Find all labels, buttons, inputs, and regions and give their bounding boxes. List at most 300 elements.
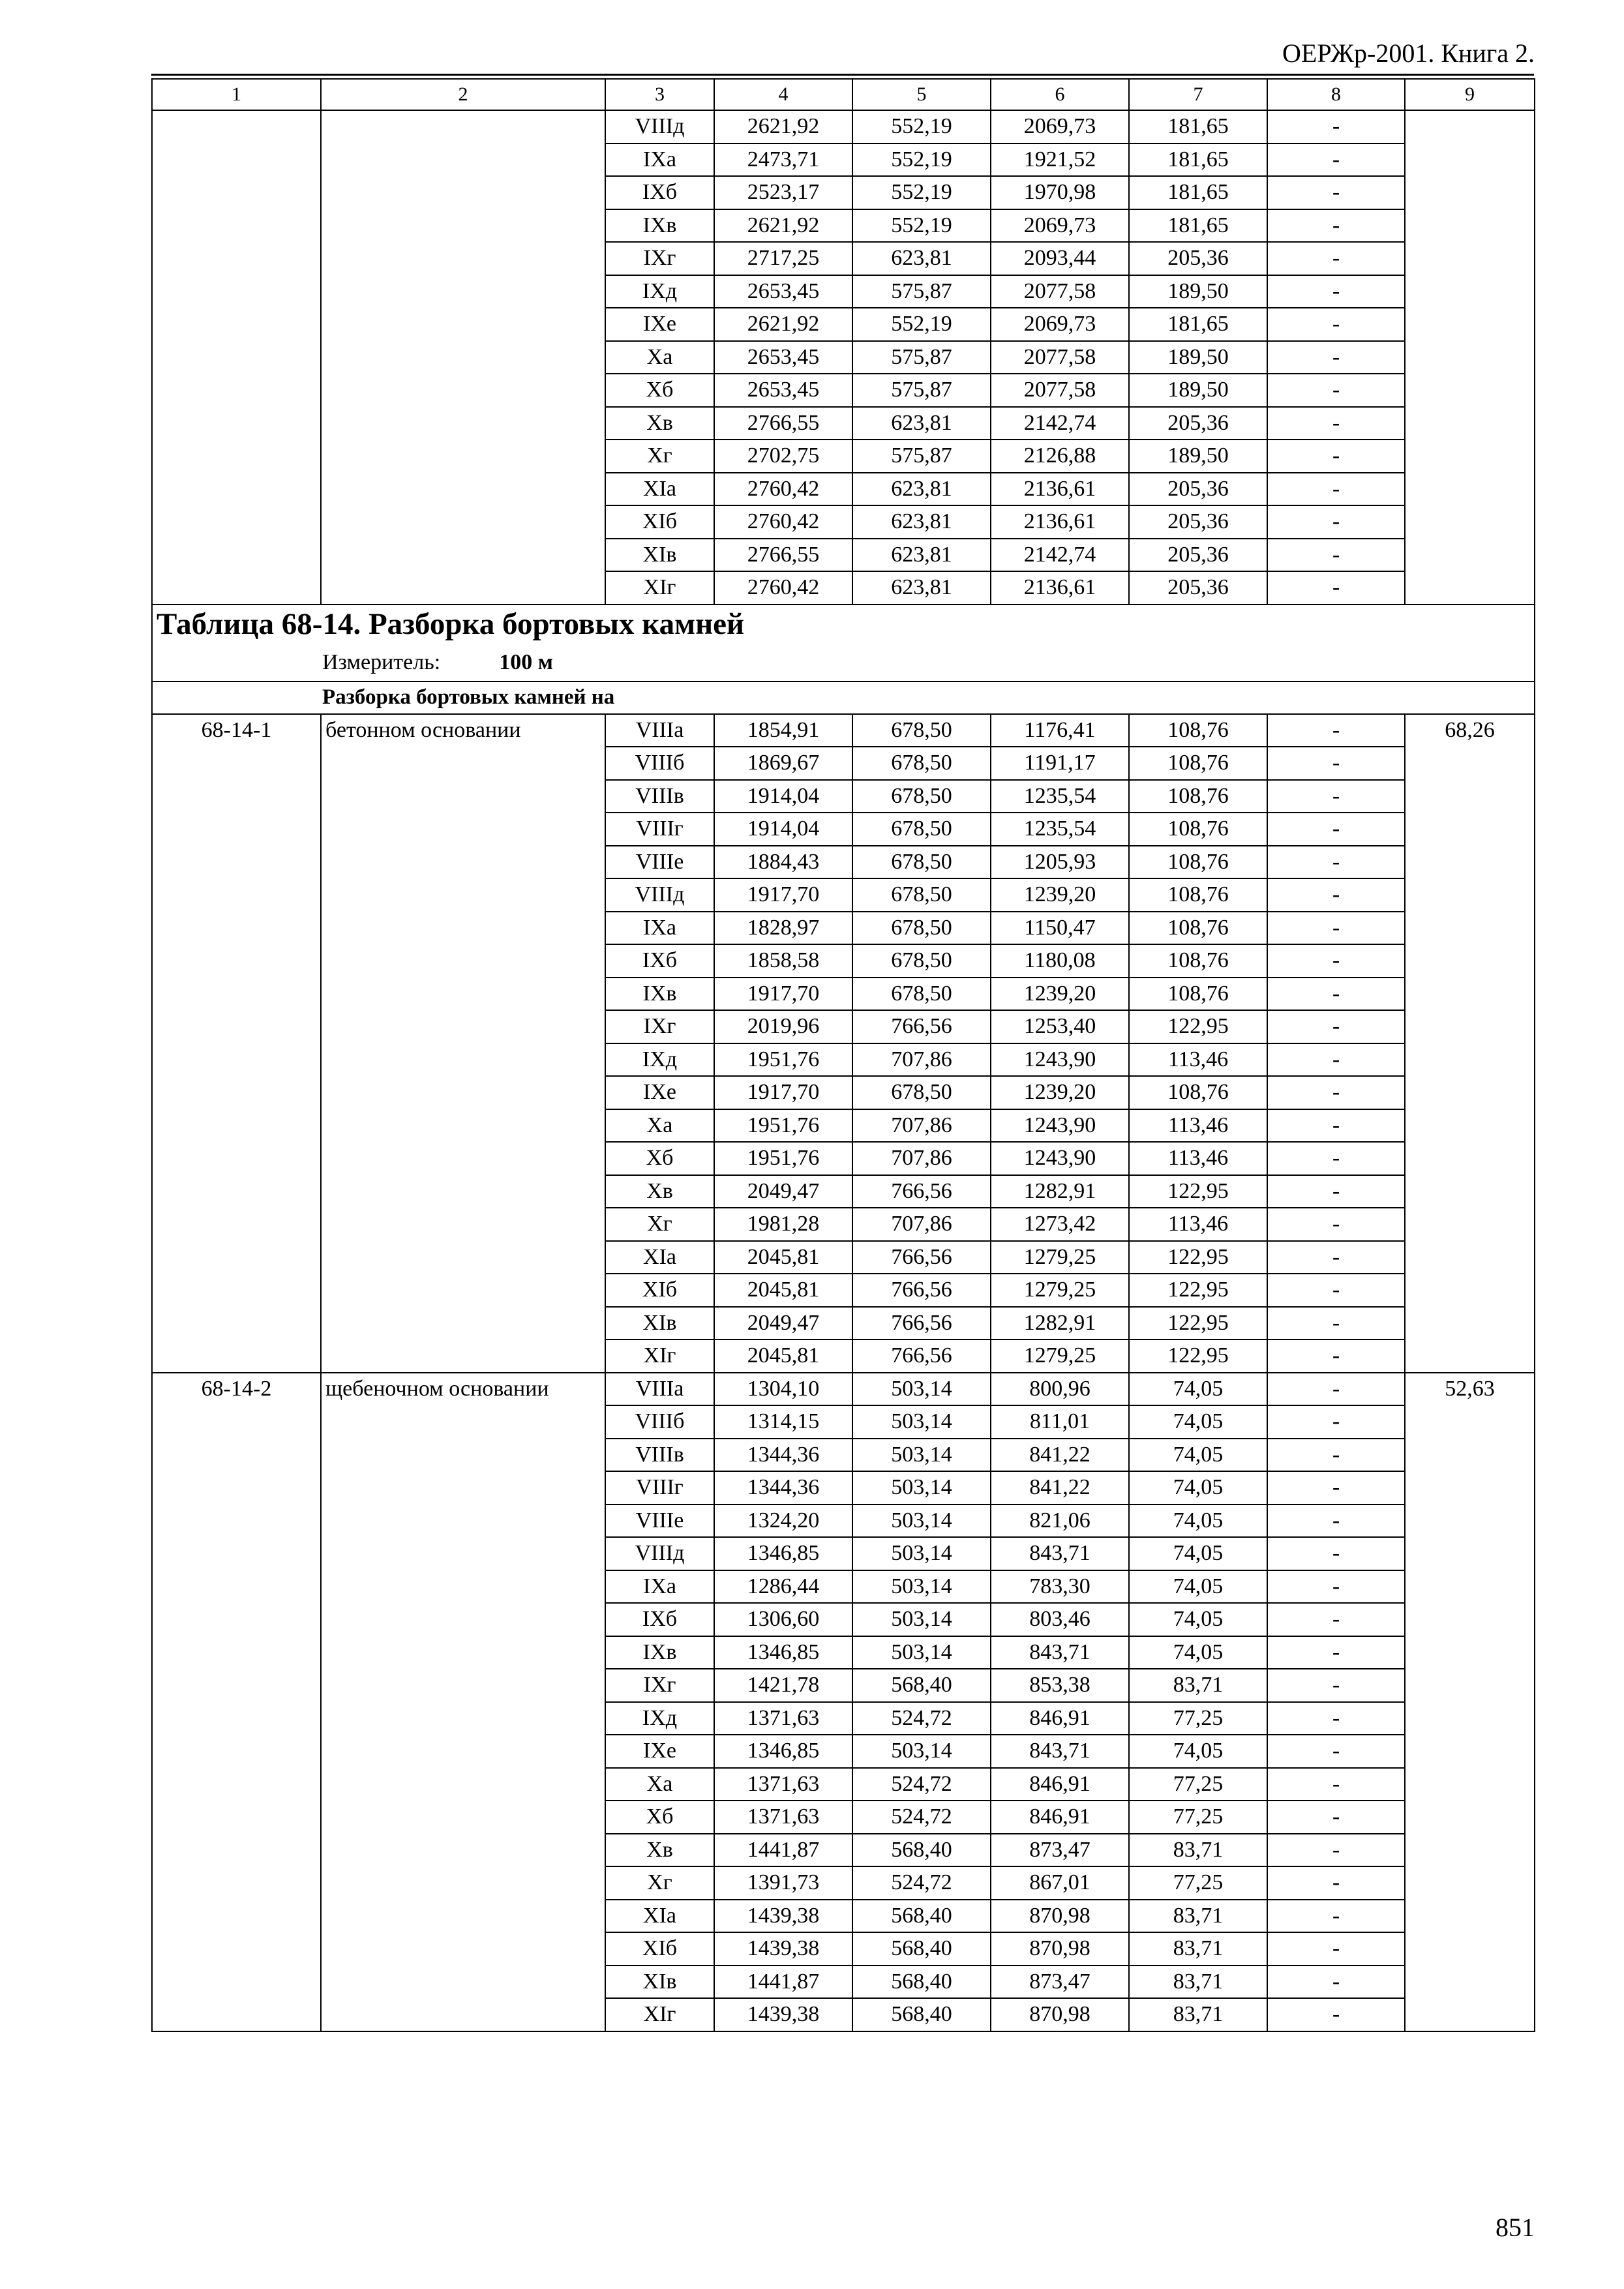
class-cell: Xб — [605, 1142, 714, 1175]
table-row — [152, 308, 1535, 341]
operator-wage-cell: 113,46 — [1129, 1142, 1267, 1175]
description-cell — [321, 978, 605, 1011]
labor-cost-cell: 524,72 — [852, 1768, 991, 1801]
labor-cost-cell: 568,40 — [852, 1834, 991, 1867]
table-title: Таблица 68-14. Разборка бортовых камней — [152, 605, 1535, 644]
class-cell: IXе — [605, 1076, 714, 1109]
labor-cost-cell: 575,87 — [852, 374, 991, 407]
table-row — [152, 1669, 1535, 1702]
materials-cell: - — [1267, 1537, 1405, 1570]
machine-cost-cell: 2069,73 — [991, 308, 1129, 341]
column-number: 4 — [714, 79, 852, 110]
labor-cost-cell: 503,14 — [852, 1405, 991, 1439]
class-cell: XIг — [605, 1339, 714, 1373]
operator-wage-cell: 189,50 — [1129, 341, 1267, 374]
table-row — [152, 878, 1535, 912]
total-cost-cell: 2045,81 — [714, 1274, 852, 1307]
machine-cost-cell: 867,01 — [991, 1866, 1129, 1900]
labor-cost-cell: 678,50 — [852, 978, 991, 1011]
table-row — [152, 1307, 1535, 1340]
labor-cost-cell: 568,40 — [852, 1669, 991, 1702]
machine-cost-cell: 1273,42 — [991, 1208, 1129, 1241]
total-cost-cell: 1441,87 — [714, 1966, 852, 1999]
total-cost-cell: 2766,55 — [714, 539, 852, 572]
table-row — [152, 209, 1535, 243]
labor-cost-cell: 503,14 — [852, 1471, 991, 1504]
class-cell: Xв — [605, 1175, 714, 1208]
description-cell — [321, 1504, 605, 1538]
code-cell: 68-14-2 — [152, 1373, 321, 1406]
labor-cost-cell: 766,56 — [852, 1175, 991, 1208]
description-cell — [321, 209, 605, 243]
class-cell: VIIIе — [605, 1504, 714, 1538]
code-cell — [152, 1339, 321, 1373]
labor-cost-cell: 707,86 — [852, 1208, 991, 1241]
labor-cost-cell: 707,86 — [852, 1043, 991, 1077]
materials-cell: - — [1267, 780, 1405, 813]
col9-cell — [1405, 1735, 1535, 1768]
table-row — [152, 571, 1535, 605]
machine-cost-cell: 2136,61 — [991, 505, 1129, 539]
materials-cell: - — [1267, 1834, 1405, 1867]
total-cost-cell: 2045,81 — [714, 1241, 852, 1274]
unit-row — [152, 644, 1535, 681]
labor-cost-cell: 678,50 — [852, 878, 991, 912]
labor-cost-cell: 552,19 — [852, 308, 991, 341]
col9-cell — [1405, 275, 1535, 308]
operator-wage-cell: 108,76 — [1129, 813, 1267, 846]
total-cost-cell: 2621,92 — [714, 110, 852, 143]
total-cost-cell: 2766,55 — [714, 407, 852, 440]
col9-cell — [1405, 1208, 1535, 1241]
class-cell: XIа — [605, 1241, 714, 1274]
labor-cost-cell: 678,50 — [852, 1076, 991, 1109]
labor-cost-cell: 524,72 — [852, 1702, 991, 1735]
operator-wage-cell: 77,25 — [1129, 1801, 1267, 1834]
machine-cost-cell: 1279,25 — [991, 1274, 1129, 1307]
class-cell: VIIIв — [605, 780, 714, 813]
materials-cell: - — [1267, 1471, 1405, 1504]
machine-cost-cell: 2093,44 — [991, 242, 1129, 275]
code-cell — [152, 176, 321, 209]
materials-cell: - — [1267, 1373, 1405, 1406]
table-row — [152, 1900, 1535, 1933]
machine-cost-cell: 870,98 — [991, 1932, 1129, 1966]
code-cell — [152, 1241, 321, 1274]
operator-wage-cell: 181,65 — [1129, 176, 1267, 209]
code-cell — [152, 1307, 321, 1340]
class-cell: XIв — [605, 1966, 714, 1999]
description-cell — [321, 242, 605, 275]
total-cost-cell: 1981,28 — [714, 1208, 852, 1241]
machine-cost-cell: 800,96 — [991, 1373, 1129, 1406]
col9-cell — [1405, 1241, 1535, 1274]
total-cost-cell: 1828,97 — [714, 912, 852, 945]
materials-cell: - — [1267, 1405, 1405, 1439]
materials-cell: - — [1267, 1175, 1405, 1208]
code-cell — [152, 341, 321, 374]
rates-table — [151, 78, 1535, 2032]
code-cell — [152, 1768, 321, 1801]
table-row — [152, 110, 1535, 143]
table-row — [152, 1373, 1535, 1406]
class-cell: Xб — [605, 1801, 714, 1834]
materials-cell: - — [1267, 341, 1405, 374]
total-cost-cell: 1304,10 — [714, 1373, 852, 1406]
operator-wage-cell: 113,46 — [1129, 1208, 1267, 1241]
class-cell: IXа — [605, 1570, 714, 1604]
materials-cell: - — [1267, 1998, 1405, 2031]
machine-cost-cell: 846,91 — [991, 1801, 1129, 1834]
operator-wage-cell: 74,05 — [1129, 1504, 1267, 1538]
description-cell — [321, 1603, 605, 1636]
machine-cost-cell: 870,98 — [991, 1900, 1129, 1933]
total-cost-cell: 2760,42 — [714, 473, 852, 506]
description-cell — [321, 1801, 605, 1834]
column-number: 6 — [991, 79, 1129, 110]
col9-cell — [1405, 1076, 1535, 1109]
code-cell — [152, 1801, 321, 1834]
code-cell — [152, 1142, 321, 1175]
labor-cost-cell: 552,19 — [852, 110, 991, 143]
code-cell — [152, 1076, 321, 1109]
class-cell: IXе — [605, 1735, 714, 1768]
materials-cell: - — [1267, 539, 1405, 572]
code-cell — [152, 878, 321, 912]
table-row — [152, 1537, 1535, 1570]
class-cell: XIа — [605, 1900, 714, 1933]
description-cell — [321, 1834, 605, 1867]
table-row — [152, 1439, 1535, 1472]
total-cost-cell: 2621,92 — [714, 209, 852, 243]
materials-cell: - — [1267, 1504, 1405, 1538]
labor-cost-cell: 678,50 — [852, 846, 991, 879]
operator-wage-cell: 83,71 — [1129, 1966, 1267, 1999]
labor-cost-cell: 503,14 — [852, 1504, 991, 1538]
operator-wage-cell: 181,65 — [1129, 110, 1267, 143]
labor-cost-cell: 503,14 — [852, 1439, 991, 1472]
machine-cost-cell: 1239,20 — [991, 878, 1129, 912]
labor-cost-cell: 503,14 — [852, 1735, 991, 1768]
code-cell — [152, 1208, 321, 1241]
total-cost-cell: 1951,76 — [714, 1142, 852, 1175]
code-cell — [152, 1866, 321, 1900]
materials-cell: - — [1267, 878, 1405, 912]
materials-cell: - — [1267, 505, 1405, 539]
total-cost-cell: 1371,63 — [714, 1801, 852, 1834]
materials-cell: - — [1267, 374, 1405, 407]
class-cell: Xв — [605, 1834, 714, 1867]
machine-cost-cell: 1243,90 — [991, 1109, 1129, 1143]
total-cost-cell: 2702,75 — [714, 440, 852, 473]
class-cell: IXа — [605, 143, 714, 177]
materials-cell: - — [1267, 747, 1405, 780]
class-cell: IXв — [605, 1636, 714, 1669]
class-cell: VIIIе — [605, 846, 714, 879]
code-cell — [152, 1998, 321, 2031]
table-title-row — [152, 605, 1535, 644]
table-row — [152, 473, 1535, 506]
description-cell — [321, 308, 605, 341]
class-cell: XIа — [605, 473, 714, 506]
labor-cost-cell: 568,40 — [852, 1900, 991, 1933]
class-cell: XIг — [605, 1998, 714, 2031]
col9-cell — [1405, 1537, 1535, 1570]
materials-cell: - — [1267, 1043, 1405, 1077]
total-cost-cell: 1371,63 — [714, 1768, 852, 1801]
class-cell: IXг — [605, 1669, 714, 1702]
subsection-cell — [152, 681, 1535, 714]
labor-cost-cell: 623,81 — [852, 539, 991, 572]
total-cost-cell: 1917,70 — [714, 1076, 852, 1109]
materials-cell: - — [1267, 176, 1405, 209]
labor-cost-cell: 503,14 — [852, 1537, 991, 1570]
total-cost-cell: 1858,58 — [714, 944, 852, 978]
class-cell: XIв — [605, 1307, 714, 1340]
labor-cost-cell: 623,81 — [852, 473, 991, 506]
operator-wage-cell: 77,25 — [1129, 1866, 1267, 1900]
labor-cost-cell: 503,14 — [852, 1373, 991, 1406]
col9-cell — [1405, 1439, 1535, 1472]
col9-cell — [1405, 440, 1535, 473]
col9-cell — [1405, 1866, 1535, 1900]
description-cell — [321, 846, 605, 879]
labor-cost-cell: 623,81 — [852, 571, 991, 605]
total-cost-cell: 1346,85 — [714, 1537, 852, 1570]
machine-cost-cell: 2142,74 — [991, 539, 1129, 572]
col9-cell — [1405, 1109, 1535, 1143]
table-row — [152, 275, 1535, 308]
description-cell — [321, 1570, 605, 1604]
labor-cost-cell: 552,19 — [852, 143, 991, 177]
description-cell — [321, 944, 605, 978]
table-row — [152, 374, 1535, 407]
description-cell — [321, 1735, 605, 1768]
machine-cost-cell: 1235,54 — [991, 780, 1129, 813]
code-cell — [152, 1109, 321, 1143]
operator-wage-cell: 122,95 — [1129, 1241, 1267, 1274]
class-cell: VIIIд — [605, 1537, 714, 1570]
labor-cost-cell: 766,56 — [852, 1307, 991, 1340]
class-cell: VIIIа — [605, 1373, 714, 1406]
machine-cost-cell: 873,47 — [991, 1834, 1129, 1867]
code-cell — [152, 1570, 321, 1604]
code-cell — [152, 374, 321, 407]
labor-cost-cell: 568,40 — [852, 1966, 991, 1999]
machine-cost-cell: 1279,25 — [991, 1241, 1129, 1274]
materials-cell: - — [1267, 912, 1405, 945]
table-row — [152, 1208, 1535, 1241]
machine-cost-cell: 1243,90 — [991, 1043, 1129, 1077]
machine-cost-cell: 1282,91 — [991, 1307, 1129, 1340]
labor-cost-cell: 568,40 — [852, 1932, 991, 1966]
description-cell — [321, 505, 605, 539]
description-cell — [321, 407, 605, 440]
code-cell — [152, 1702, 321, 1735]
col9-cell — [1405, 1900, 1535, 1933]
description-cell — [321, 1998, 605, 2031]
operator-wage-cell: 74,05 — [1129, 1735, 1267, 1768]
labor-cost-cell: 575,87 — [852, 275, 991, 308]
class-cell: IXв — [605, 978, 714, 1011]
col9-cell — [1405, 1834, 1535, 1867]
materials-cell: - — [1267, 1241, 1405, 1274]
table-row — [152, 407, 1535, 440]
col9-cell — [1405, 846, 1535, 879]
table-row — [152, 1801, 1535, 1834]
operator-wage-cell: 122,95 — [1129, 1010, 1267, 1043]
col9-cell — [1405, 780, 1535, 813]
total-cost-cell: 2717,25 — [714, 242, 852, 275]
operator-wage-cell: 181,65 — [1129, 209, 1267, 243]
description-cell — [321, 1900, 605, 1933]
operator-wage-cell: 113,46 — [1129, 1043, 1267, 1077]
total-cost-cell: 1884,43 — [714, 846, 852, 879]
labor-cost-cell: 678,50 — [852, 813, 991, 846]
operator-wage-cell: 122,95 — [1129, 1175, 1267, 1208]
class-cell: Xб — [605, 374, 714, 407]
operator-wage-cell: 108,76 — [1129, 846, 1267, 879]
machine-cost-cell: 2069,73 — [991, 110, 1129, 143]
labor-cost-cell: 678,50 — [852, 912, 991, 945]
class-cell: Xг — [605, 1208, 714, 1241]
labor-cost-cell: 575,87 — [852, 440, 991, 473]
operator-wage-cell: 205,36 — [1129, 407, 1267, 440]
col9-cell — [1405, 1142, 1535, 1175]
class-cell: VIIIг — [605, 813, 714, 846]
machine-cost-cell: 846,91 — [991, 1768, 1129, 1801]
materials-cell: - — [1267, 813, 1405, 846]
description-cell — [321, 1702, 605, 1735]
materials-cell: - — [1267, 308, 1405, 341]
materials-cell: - — [1267, 1932, 1405, 1966]
description-cell — [321, 275, 605, 308]
subsection-row — [152, 681, 1535, 714]
table-row — [152, 1702, 1535, 1735]
col9-cell — [1405, 505, 1535, 539]
machine-cost-cell: 783,30 — [991, 1570, 1129, 1604]
machine-cost-cell: 811,01 — [991, 1405, 1129, 1439]
labor-cost-cell: 503,14 — [852, 1636, 991, 1669]
col9-cell — [1405, 1274, 1535, 1307]
machine-cost-cell: 843,71 — [991, 1537, 1129, 1570]
table-row — [152, 505, 1535, 539]
machine-cost-cell: 1279,25 — [991, 1339, 1129, 1373]
total-cost-cell: 1314,15 — [714, 1405, 852, 1439]
col9-cell — [1405, 1636, 1535, 1669]
description-cell — [321, 1109, 605, 1143]
class-cell: IXд — [605, 1702, 714, 1735]
class-cell: IXг — [605, 242, 714, 275]
materials-cell: - — [1267, 978, 1405, 1011]
class-cell: XIб — [605, 1932, 714, 1966]
class-cell: IXг — [605, 1010, 714, 1043]
col9-cell — [1405, 1307, 1535, 1340]
materials-cell: - — [1267, 1570, 1405, 1604]
code-cell — [152, 275, 321, 308]
col9-cell — [1405, 308, 1535, 341]
total-cost-cell: 1306,60 — [714, 1603, 852, 1636]
operator-wage-cell: 83,71 — [1129, 1932, 1267, 1966]
description-cell — [321, 1439, 605, 1472]
col9-cell — [1405, 1801, 1535, 1834]
col9-cell — [1405, 110, 1535, 143]
col9-cell — [1405, 1570, 1535, 1604]
code-cell — [152, 1603, 321, 1636]
description-cell — [321, 1241, 605, 1274]
table-row — [152, 1076, 1535, 1109]
code-cell — [152, 1537, 321, 1570]
total-cost-cell: 1439,38 — [714, 1932, 852, 1966]
total-cost-cell: 1371,63 — [714, 1702, 852, 1735]
description-cell — [321, 1339, 605, 1373]
labor-cost-cell: 623,81 — [852, 242, 991, 275]
machine-cost-cell: 841,22 — [991, 1471, 1129, 1504]
description-cell — [321, 374, 605, 407]
operator-wage-cell: 108,76 — [1129, 780, 1267, 813]
table-row — [152, 1932, 1535, 1966]
total-cost-cell: 1917,70 — [714, 978, 852, 1011]
materials-cell: - — [1267, 1208, 1405, 1241]
col9-cell — [1405, 407, 1535, 440]
operator-wage-cell: 108,76 — [1129, 1076, 1267, 1109]
code-cell — [152, 846, 321, 879]
header-rule — [151, 74, 1534, 76]
code-cell — [152, 1636, 321, 1669]
operator-wage-cell: 74,05 — [1129, 1471, 1267, 1504]
total-cost-cell: 1869,67 — [714, 747, 852, 780]
labor-cost-cell: 766,56 — [852, 1339, 991, 1373]
col9-cell — [1405, 813, 1535, 846]
table-row — [152, 1504, 1535, 1538]
col9-cell — [1405, 1010, 1535, 1043]
table-row — [152, 978, 1535, 1011]
machine-cost-cell: 2077,58 — [991, 275, 1129, 308]
operator-wage-cell: 205,36 — [1129, 473, 1267, 506]
materials-cell: - — [1267, 1010, 1405, 1043]
class-cell: Xг — [605, 440, 714, 473]
total-cost-cell: 2653,45 — [714, 275, 852, 308]
table-row — [152, 1998, 1535, 2031]
total-cost-cell: 1951,76 — [714, 1043, 852, 1077]
materials-cell: - — [1267, 473, 1405, 506]
code-cell — [152, 1900, 321, 1933]
materials-cell: - — [1267, 1735, 1405, 1768]
machine-cost-cell: 1191,17 — [991, 747, 1129, 780]
class-cell: IXб — [605, 944, 714, 978]
table-row — [152, 1834, 1535, 1867]
materials-cell: - — [1267, 440, 1405, 473]
machine-cost-cell: 2069,73 — [991, 209, 1129, 243]
operator-wage-cell: 108,76 — [1129, 878, 1267, 912]
machine-cost-cell: 843,71 — [991, 1636, 1129, 1669]
labor-cost-cell: 678,50 — [852, 780, 991, 813]
machine-cost-cell: 2077,58 — [991, 374, 1129, 407]
description-cell — [321, 1307, 605, 1340]
materials-cell: - — [1267, 1702, 1405, 1735]
description-cell — [321, 571, 605, 605]
operator-wage-cell: 108,76 — [1129, 714, 1267, 747]
materials-cell: - — [1267, 1339, 1405, 1373]
col9-cell — [1405, 473, 1535, 506]
description-cell — [321, 1076, 605, 1109]
operator-wage-cell: 205,36 — [1129, 539, 1267, 572]
operator-wage-cell: 181,65 — [1129, 143, 1267, 177]
running-header: ОЕРЖр-2001. Книга 2. — [1282, 38, 1535, 68]
total-cost-cell: 1439,38 — [714, 1900, 852, 1933]
labor-cost-cell: 524,72 — [852, 1866, 991, 1900]
machine-cost-cell: 1970,98 — [991, 176, 1129, 209]
